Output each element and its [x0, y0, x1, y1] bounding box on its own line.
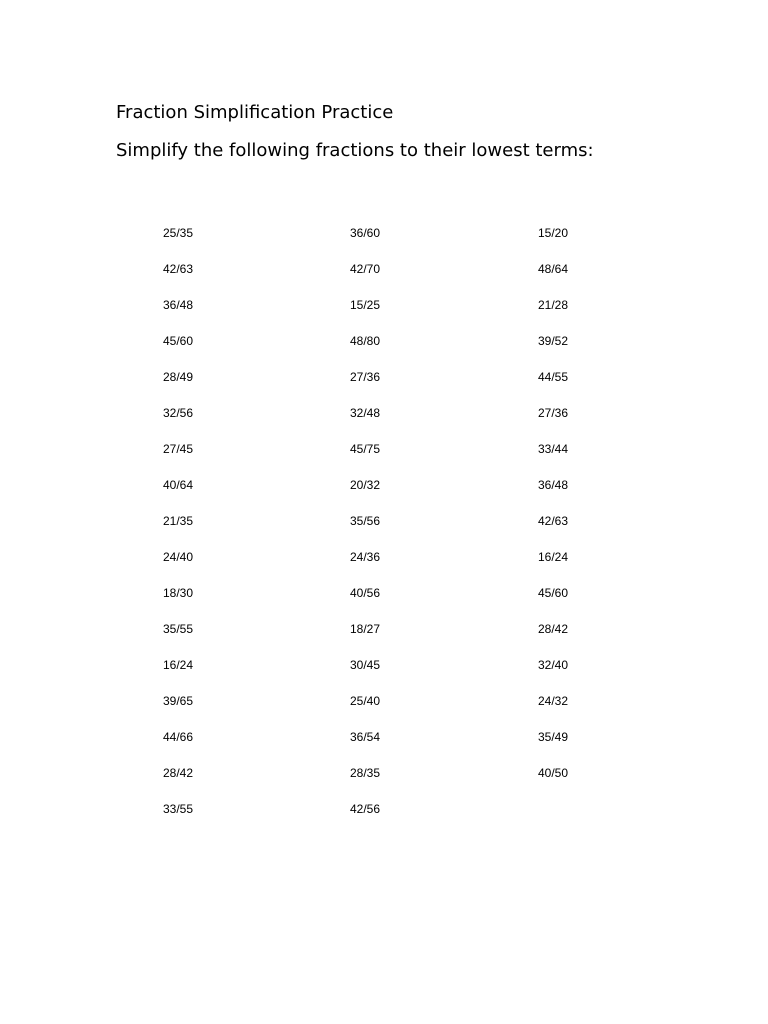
fraction-item: 40/50	[538, 766, 569, 780]
fraction-item: 20/32	[350, 478, 381, 492]
fraction-item: 48/80	[350, 334, 381, 348]
fraction-item: 27/45	[163, 442, 194, 456]
fraction-item: 32/40	[538, 658, 569, 672]
fraction-item: 39/52	[538, 334, 569, 348]
fraction-item: 16/24	[163, 658, 194, 672]
fraction-item: 28/49	[163, 370, 194, 384]
fraction-item: 35/55	[163, 622, 194, 636]
fraction-item: 27/36	[538, 406, 569, 420]
fraction-item: 25/40	[350, 694, 381, 708]
fraction-item: 33/55	[163, 802, 194, 816]
fraction-item: 21/28	[538, 298, 569, 312]
fraction-column-3	[538, 224, 658, 800]
fraction-item: 18/27	[350, 622, 381, 636]
fraction-item: 28/42	[538, 622, 569, 636]
fraction-item: 48/64	[538, 262, 569, 276]
fraction-item: 36/60	[350, 226, 381, 240]
fraction-item: 35/49	[538, 730, 569, 744]
fraction-item: 40/56	[350, 586, 381, 600]
fraction-item: 30/45	[350, 658, 381, 672]
instructions-text: Simplify the following fractions to their lowest terms:	[116, 140, 594, 161]
fraction-item: 42/56	[350, 802, 381, 816]
page-title: Fraction Simplification Practice	[116, 102, 394, 123]
fraction-item: 25/35	[163, 226, 194, 240]
fraction-item: 36/48	[538, 478, 569, 492]
fraction-item: 45/60	[163, 334, 194, 348]
fraction-item: 42/70	[350, 262, 381, 276]
fraction-column-1	[163, 224, 283, 836]
fraction-item: 24/36	[350, 550, 381, 564]
fraction-item: 44/55	[538, 370, 569, 384]
fraction-item: 36/48	[163, 298, 194, 312]
fraction-item: 24/40	[163, 550, 194, 564]
fraction-item: 36/54	[350, 730, 381, 744]
fraction-item: 45/60	[538, 586, 569, 600]
fraction-item: 32/48	[350, 406, 381, 420]
fraction-item: 16/24	[538, 550, 569, 564]
fraction-item: 40/64	[163, 478, 194, 492]
fraction-item: 39/65	[163, 694, 194, 708]
fraction-item: 24/32	[538, 694, 569, 708]
fraction-item: 45/75	[350, 442, 381, 456]
fraction-item: 15/25	[350, 298, 381, 312]
fraction-grid	[163, 224, 643, 824]
fraction-item: 33/44	[538, 442, 569, 456]
fraction-column-2	[350, 224, 470, 836]
fraction-item: 18/30	[163, 586, 194, 600]
fraction-item: 42/63	[163, 262, 194, 276]
fraction-item: 32/56	[163, 406, 194, 420]
fraction-item: 35/56	[350, 514, 381, 528]
fraction-item: 28/42	[163, 766, 194, 780]
fraction-item: 42/63	[538, 514, 569, 528]
fraction-item: 21/35	[163, 514, 194, 528]
fraction-item: 15/20	[538, 226, 569, 240]
fraction-item: 44/66	[163, 730, 194, 744]
fraction-item: 28/35	[350, 766, 381, 780]
fraction-item: 27/36	[350, 370, 381, 384]
